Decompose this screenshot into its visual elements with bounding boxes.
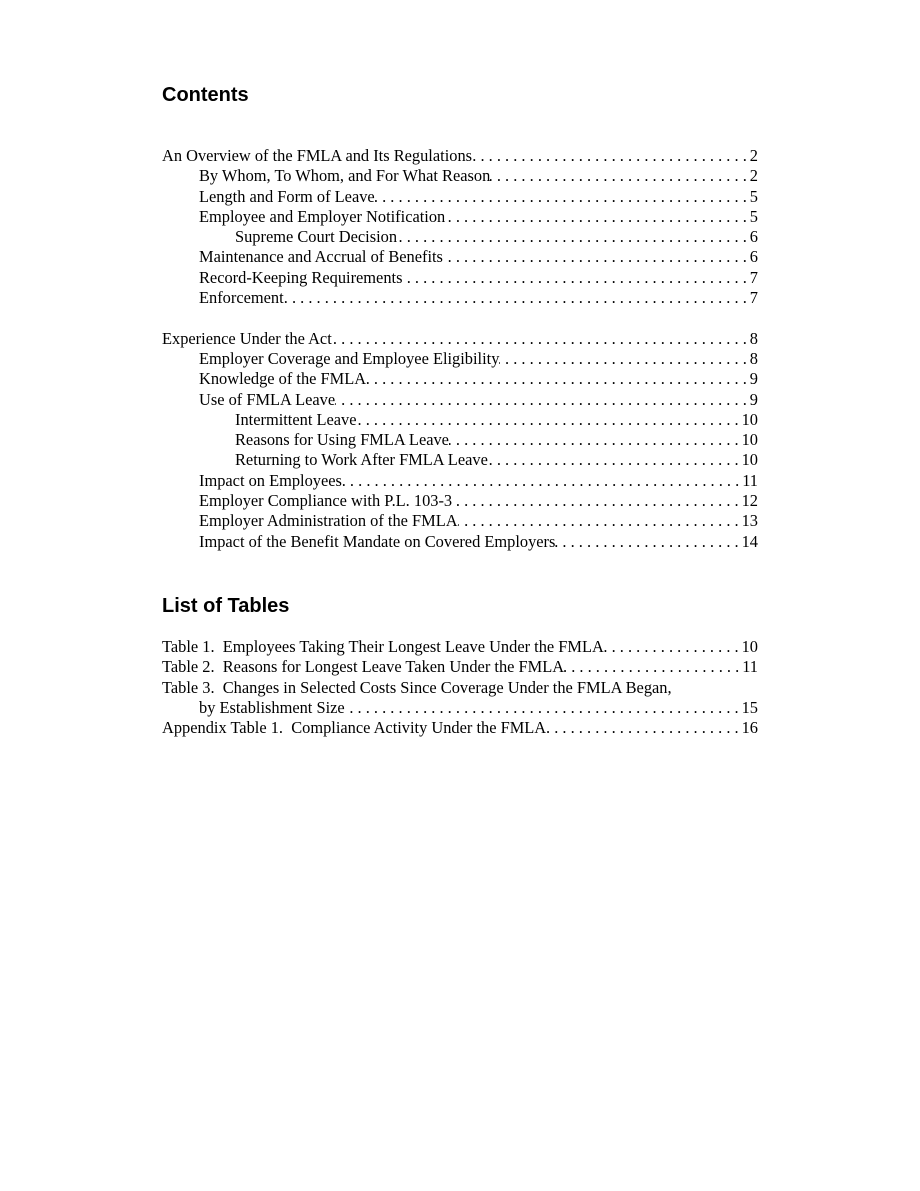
- toc-entry-label: By Whom, To Whom, and For What Reason: [199, 166, 491, 186]
- toc-entry[interactable]: [162, 532, 758, 552]
- toc-entry-page: 7: [749, 288, 758, 308]
- toc-entry[interactable]: [162, 329, 758, 349]
- table-entry-continuation[interactable]: [162, 698, 758, 718]
- toc-entry-page: 2: [749, 166, 758, 186]
- toc-entry-label: Enforcement: [199, 288, 284, 308]
- toc-entry-page: 7: [749, 267, 758, 287]
- toc-entry[interactable]: [162, 146, 758, 166]
- toc-entry-page: 11: [742, 470, 758, 490]
- toc-entry-label: Supreme Court Decision: [235, 227, 398, 247]
- dot-leader: [345, 698, 742, 718]
- toc-entry-label: Employer Coverage and Employee Eligibility: [199, 348, 500, 368]
- dot-leader: [443, 247, 750, 267]
- table-entry-continuation-label: by Establishment Size: [199, 697, 345, 717]
- dot-leader: [375, 187, 750, 207]
- toc-entry-label: Knowledge of the FMLA: [199, 369, 367, 389]
- toc-entry-page: 9: [749, 389, 758, 409]
- toc-entry[interactable]: [162, 187, 758, 207]
- dot-leader: [472, 146, 750, 166]
- table-entry[interactable]: [162, 657, 758, 677]
- dot-leader: [488, 450, 742, 470]
- toc-entry-label: Employer Administration of the FMLA: [199, 511, 458, 531]
- toc-entry-page: 13: [741, 511, 758, 531]
- dot-leader: [397, 227, 750, 247]
- toc-entry-page: 6: [749, 247, 758, 267]
- toc-entry-label: An Overview of the FMLA and Its Regulations: [162, 146, 473, 165]
- table-entry-label: Table 3. Changes in Selected Costs Since Coverage Under the FMLA Began,: [162, 677, 672, 697]
- table-entry-label: Appendix Table 1. Compliance Activity Under the FMLA: [162, 718, 547, 738]
- toc-entry-page: 14: [741, 531, 758, 551]
- toc-entry[interactable]: [162, 410, 758, 430]
- dot-leader: [284, 288, 750, 308]
- dot-leader: [332, 329, 750, 349]
- dot-leader: [546, 718, 741, 738]
- dot-leader: [357, 410, 742, 430]
- list-of-tables: [162, 637, 758, 738]
- table-entry-page: 16: [741, 718, 758, 738]
- dot-leader: [366, 369, 750, 389]
- list-of-tables-heading: List of Tables: [162, 595, 290, 617]
- toc-entry-page: 5: [749, 206, 758, 226]
- toc-entry[interactable]: [162, 511, 758, 531]
- dot-leader: [402, 268, 749, 288]
- toc-entry-label: Experience Under the Act: [162, 328, 332, 348]
- toc-entry[interactable]: [162, 390, 758, 410]
- dot-leader: [458, 511, 742, 531]
- dot-leader: [564, 657, 742, 677]
- toc-entry-page: 10: [741, 450, 758, 470]
- table-entry[interactable]: [162, 718, 758, 738]
- toc-entry[interactable]: [162, 166, 758, 186]
- toc-entry[interactable]: [162, 349, 758, 369]
- table-entry-page: 15: [741, 697, 758, 717]
- table-entry-page: 10: [741, 637, 758, 656]
- toc-entry-page: 12: [741, 491, 758, 511]
- toc-entry-page: 6: [749, 227, 758, 247]
- toc-entry-label: Record-Keeping Requirements: [199, 267, 403, 287]
- toc-entry-page: 5: [749, 186, 758, 206]
- toc-entry[interactable]: [162, 288, 758, 308]
- dot-leader: [449, 430, 742, 450]
- toc-entry-label: Intermittent Leave: [235, 409, 357, 429]
- table-entry-label: Table 2. Reasons for Longest Leave Taken Under the FMLA: [162, 657, 565, 677]
- toc-entry[interactable]: [162, 430, 758, 450]
- toc-group-overview: [162, 146, 758, 308]
- dot-leader: [555, 532, 741, 552]
- dot-leader: [490, 166, 750, 186]
- toc-group-experience: [162, 329, 758, 552]
- contents-list: [162, 146, 758, 552]
- toc-entry[interactable]: [162, 471, 758, 491]
- toc-entry-label: Use of FMLA Leave: [199, 389, 336, 409]
- spacer: [162, 308, 758, 328]
- toc-entry-label: Impact of the Benefit Mandate on Covered Employers: [199, 531, 556, 551]
- toc-entry[interactable]: [162, 450, 758, 470]
- table-entry[interactable]: [162, 678, 758, 698]
- dot-leader: [335, 390, 750, 410]
- toc-entry[interactable]: [162, 268, 758, 288]
- toc-entry[interactable]: [162, 247, 758, 267]
- dot-leader: [342, 471, 742, 491]
- toc-entry-page: 8: [749, 328, 758, 348]
- toc-entry[interactable]: [162, 369, 758, 389]
- toc-entry-page: 9: [749, 369, 758, 389]
- table-entry[interactable]: [162, 637, 758, 657]
- toc-entry-label: Employee and Employer Notification: [199, 206, 446, 226]
- contents-heading: Contents: [162, 84, 249, 106]
- toc-entry[interactable]: [162, 491, 758, 511]
- table-entry-page: 11: [742, 657, 758, 677]
- toc-entry-label: Reasons for Using FMLA Leave: [235, 430, 449, 450]
- toc-entry[interactable]: [162, 227, 758, 247]
- toc-entry[interactable]: [162, 207, 758, 227]
- toc-entry-label: Length and Form of Leave: [199, 186, 375, 206]
- dot-leader: [499, 349, 749, 369]
- dot-leader: [604, 637, 742, 657]
- dot-leader: [452, 491, 742, 511]
- toc-entry-page: 8: [749, 348, 758, 368]
- dot-leader: [445, 207, 750, 227]
- toc-entry-label: Employer Compliance with P.L. 103-3: [199, 491, 453, 511]
- toc-entry-label: Returning to Work After FMLA Leave: [235, 450, 488, 470]
- toc-entry-page: 2: [749, 146, 758, 165]
- toc-entry-page: 10: [741, 430, 758, 450]
- toc-entry-label: Maintenance and Accrual of Benefits: [199, 247, 443, 267]
- table-entry-label: Table 1. Employees Taking Their Longest Leave Under the FMLA: [162, 637, 604, 656]
- toc-entry-label: Impact on Employees: [199, 470, 342, 490]
- toc-entry-page: 10: [741, 409, 758, 429]
